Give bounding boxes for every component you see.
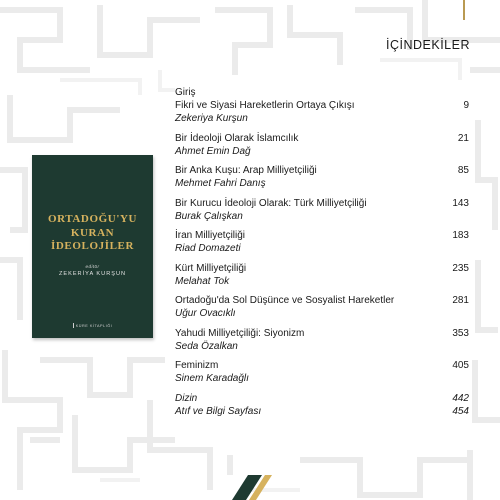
toc-line xyxy=(175,197,469,210)
toc-page: 454 xyxy=(452,405,469,417)
cover-editor-label: editör xyxy=(85,264,100,269)
toc-author: Melahat Tok xyxy=(175,275,230,287)
toc-page: 143 xyxy=(452,197,469,209)
gold-accent-line xyxy=(463,0,465,20)
toc-title: Atıf ve Bilgi Sayfası xyxy=(175,405,262,417)
page-title: İÇİNDEKİLER xyxy=(386,38,470,52)
toc-title: Bir Kurucu İdeoloji Olarak: Türk Milliyetçiliği xyxy=(175,197,367,209)
cover-title-line: İDEOLOJİLER xyxy=(50,240,134,252)
toc-title: Ortadoğu'da Sol Düşünce ve Sosyalist Hareketler xyxy=(175,295,395,306)
toc-title: Dizin xyxy=(175,392,198,404)
toc-author: Burak Çalışkan xyxy=(175,210,243,222)
toc-author: Ahmet Emin Dağ xyxy=(175,145,251,157)
toc-author: Zekeriya Kurşun xyxy=(175,113,248,124)
toc-line xyxy=(175,229,469,242)
toc-title: İran Milliyetçiliği xyxy=(175,230,246,241)
book-cover xyxy=(32,155,153,338)
toc-author: Seda Özalkan xyxy=(175,340,238,352)
toc-page: 405 xyxy=(452,360,469,371)
toc-line xyxy=(175,262,469,275)
table-of-contents xyxy=(175,84,469,426)
cover-title-line: KURAN xyxy=(70,226,115,239)
toc-author: Riad Domazeti xyxy=(175,243,241,254)
cover-publisher-text: KÜRE KİTAPLIĞI xyxy=(75,324,113,328)
toc-entry xyxy=(175,294,469,320)
toc-author: Uğur Ovacıklı xyxy=(175,308,236,319)
toc-page: 353 xyxy=(452,327,469,339)
toc-title: Feminizm xyxy=(175,360,219,371)
toc-entry xyxy=(175,197,469,223)
toc-line xyxy=(175,164,469,177)
toc-entry xyxy=(175,359,469,385)
toc-line xyxy=(175,99,469,112)
toc-title: Fikri ve Siyasi Hareketlerin Ortaya Çıkışı xyxy=(175,100,355,111)
toc-page: 281 xyxy=(452,295,469,306)
toc-entry xyxy=(175,86,469,125)
toc-entry xyxy=(175,262,469,288)
toc-line xyxy=(175,327,469,340)
toc-line xyxy=(175,294,469,307)
toc-author: Mehmet Fahri Danış xyxy=(175,178,266,189)
toc-title: Bir İdeoloji Olarak İslamcılık xyxy=(175,132,299,144)
toc-page: 183 xyxy=(452,230,469,241)
toc-line xyxy=(175,132,469,145)
decorative-stripes-icon xyxy=(232,475,282,500)
toc-page: 235 xyxy=(452,262,469,274)
toc-line xyxy=(175,392,469,405)
toc-backmatter xyxy=(175,392,469,418)
toc-author: Sinem Karadağlı xyxy=(175,373,249,384)
toc-page: 21 xyxy=(457,132,469,144)
toc-line xyxy=(175,359,469,372)
cover-title-line: ORTADOĞU'YU xyxy=(47,213,138,225)
toc-entry xyxy=(175,229,469,255)
publisher-logo-icon xyxy=(73,323,74,328)
toc-line xyxy=(175,86,469,99)
toc-line xyxy=(175,405,469,418)
toc-entry xyxy=(175,327,469,353)
cover-publisher xyxy=(32,323,153,328)
toc-title: Giriş xyxy=(175,87,196,98)
toc-entry xyxy=(175,164,469,190)
toc-title: Kürt Milliyetçiliği xyxy=(175,262,247,274)
toc-entry xyxy=(175,132,469,158)
toc-title: Bir Anka Kuşu: Arap Milliyetçiliği xyxy=(175,165,317,176)
toc-page: 442 xyxy=(452,392,469,404)
cover-editor-name: ZEKERİYA KURŞUN xyxy=(58,271,127,277)
toc-page: 9 xyxy=(463,100,469,111)
toc-page: 85 xyxy=(457,165,469,176)
cover-title xyxy=(32,213,153,254)
toc-title: Yahudi Milliyetçiliği: Siyonizm xyxy=(175,327,305,339)
